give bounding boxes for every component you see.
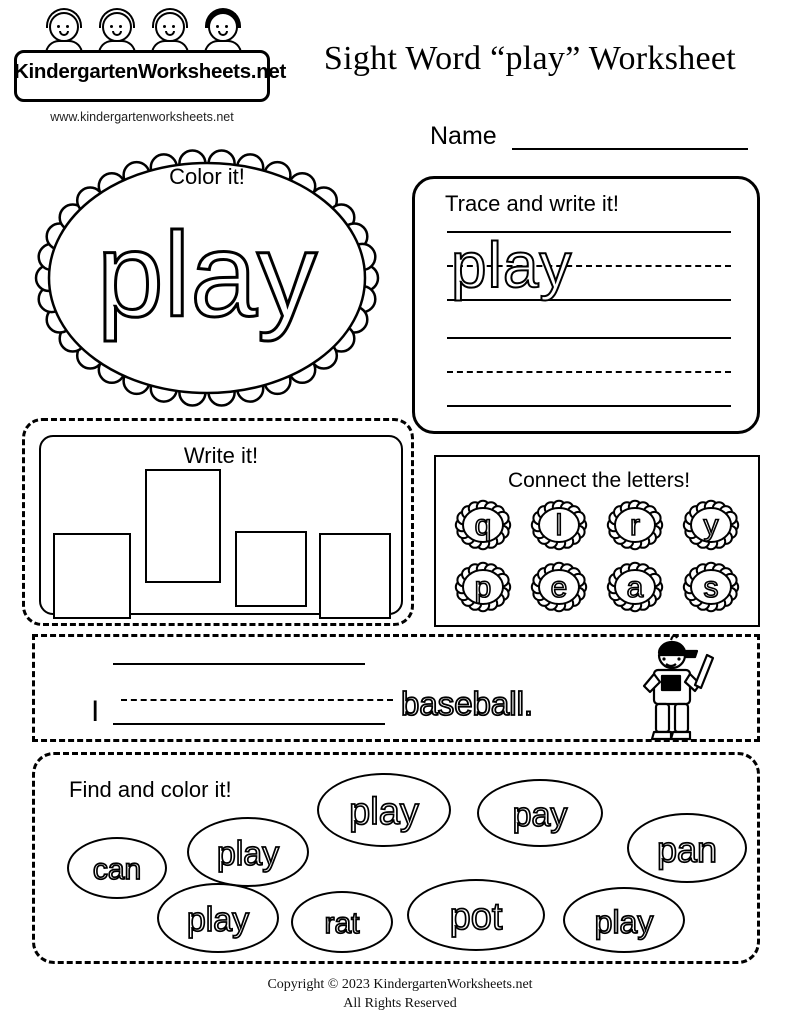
color-it-word[interactable]: play (96, 208, 318, 342)
word-oval-play-4[interactable]: play (563, 887, 685, 953)
letter-flower-e[interactable] (530, 561, 588, 613)
name-label: Name (430, 122, 497, 150)
word-oval-pay[interactable]: pay (477, 779, 603, 847)
sentence-dashed-guide (121, 699, 393, 701)
word-oval-pan[interactable]: pan (627, 813, 747, 883)
connect-the-letters-label: Connect the letters! (507, 469, 691, 492)
write-it-section (22, 418, 414, 626)
page-header (0, 0, 800, 130)
trace-and-write-section (412, 176, 760, 434)
trace-rule-bottom-2[interactable] (447, 405, 731, 407)
letter-flower-label: q (474, 509, 492, 542)
sentence-section (32, 634, 760, 742)
word-oval-play-2[interactable]: play (317, 773, 451, 847)
letter-flower-label: s (703, 571, 719, 604)
baseball-batter-icon (621, 629, 721, 743)
letter-flower-q[interactable] (454, 499, 512, 551)
write-it-label: Write it! (183, 443, 259, 468)
connect-the-letters-section (434, 455, 760, 627)
copyright-line: Copyright © 2023 KindergartenWorksheets.net (267, 977, 533, 992)
letter-flower-label: y (703, 509, 719, 542)
rights-line: All Rights Reserved (343, 996, 457, 1011)
trace-word-outline[interactable]: play (451, 229, 573, 301)
word-oval-rat[interactable]: rat (291, 891, 393, 953)
sentence-top-line[interactable] (113, 663, 365, 665)
trace-rule-mid-2 (447, 371, 731, 373)
write-letter-box-4[interactable] (319, 533, 391, 619)
page-title: Sight Word “play” Worksheet (323, 40, 737, 77)
sentence-pronoun: I (91, 695, 100, 728)
site-logo[interactable] (14, 8, 287, 106)
letter-flower-label: r (630, 509, 640, 542)
sentence-blank-line[interactable] (113, 723, 385, 725)
trace-rule-top-2 (447, 337, 731, 339)
page-footer (0, 975, 800, 1013)
name-field[interactable] (430, 122, 760, 154)
logo-text: KindergartenWorksheets.net (14, 60, 287, 83)
letter-flower-l[interactable] (530, 499, 588, 551)
color-it-label: Color it! (169, 164, 245, 189)
color-it-section (22, 138, 392, 418)
write-letter-box-1[interactable] (53, 533, 131, 619)
sentence-word: baseball. (401, 685, 534, 722)
site-url: www.kindergartenworksheets.net (50, 110, 234, 124)
word-oval-play-3[interactable]: play (157, 883, 279, 953)
word-oval-can[interactable]: can (67, 837, 167, 899)
find-and-color-section (32, 752, 760, 964)
letter-flower-s[interactable] (682, 561, 740, 613)
letter-flower-label: a (626, 571, 644, 604)
letter-flower-label: p (474, 571, 492, 604)
name-write-line[interactable] (512, 148, 748, 150)
letter-flower-p[interactable] (454, 561, 512, 613)
letter-flower-y[interactable] (682, 499, 740, 551)
find-and-color-label: Find and color it! (69, 777, 232, 802)
write-letter-box-2[interactable] (145, 469, 221, 583)
letter-flower-label: l (555, 509, 563, 542)
letter-flower-label: e (550, 571, 568, 604)
word-oval-play-1[interactable]: play (187, 817, 309, 887)
letter-flower-a[interactable] (606, 561, 664, 613)
word-oval-pot[interactable]: pot (407, 879, 545, 951)
letter-flower-r[interactable] (606, 499, 664, 551)
write-letter-box-3[interactable] (235, 531, 307, 607)
trace-and-write-label: Trace and write it! (445, 191, 620, 216)
